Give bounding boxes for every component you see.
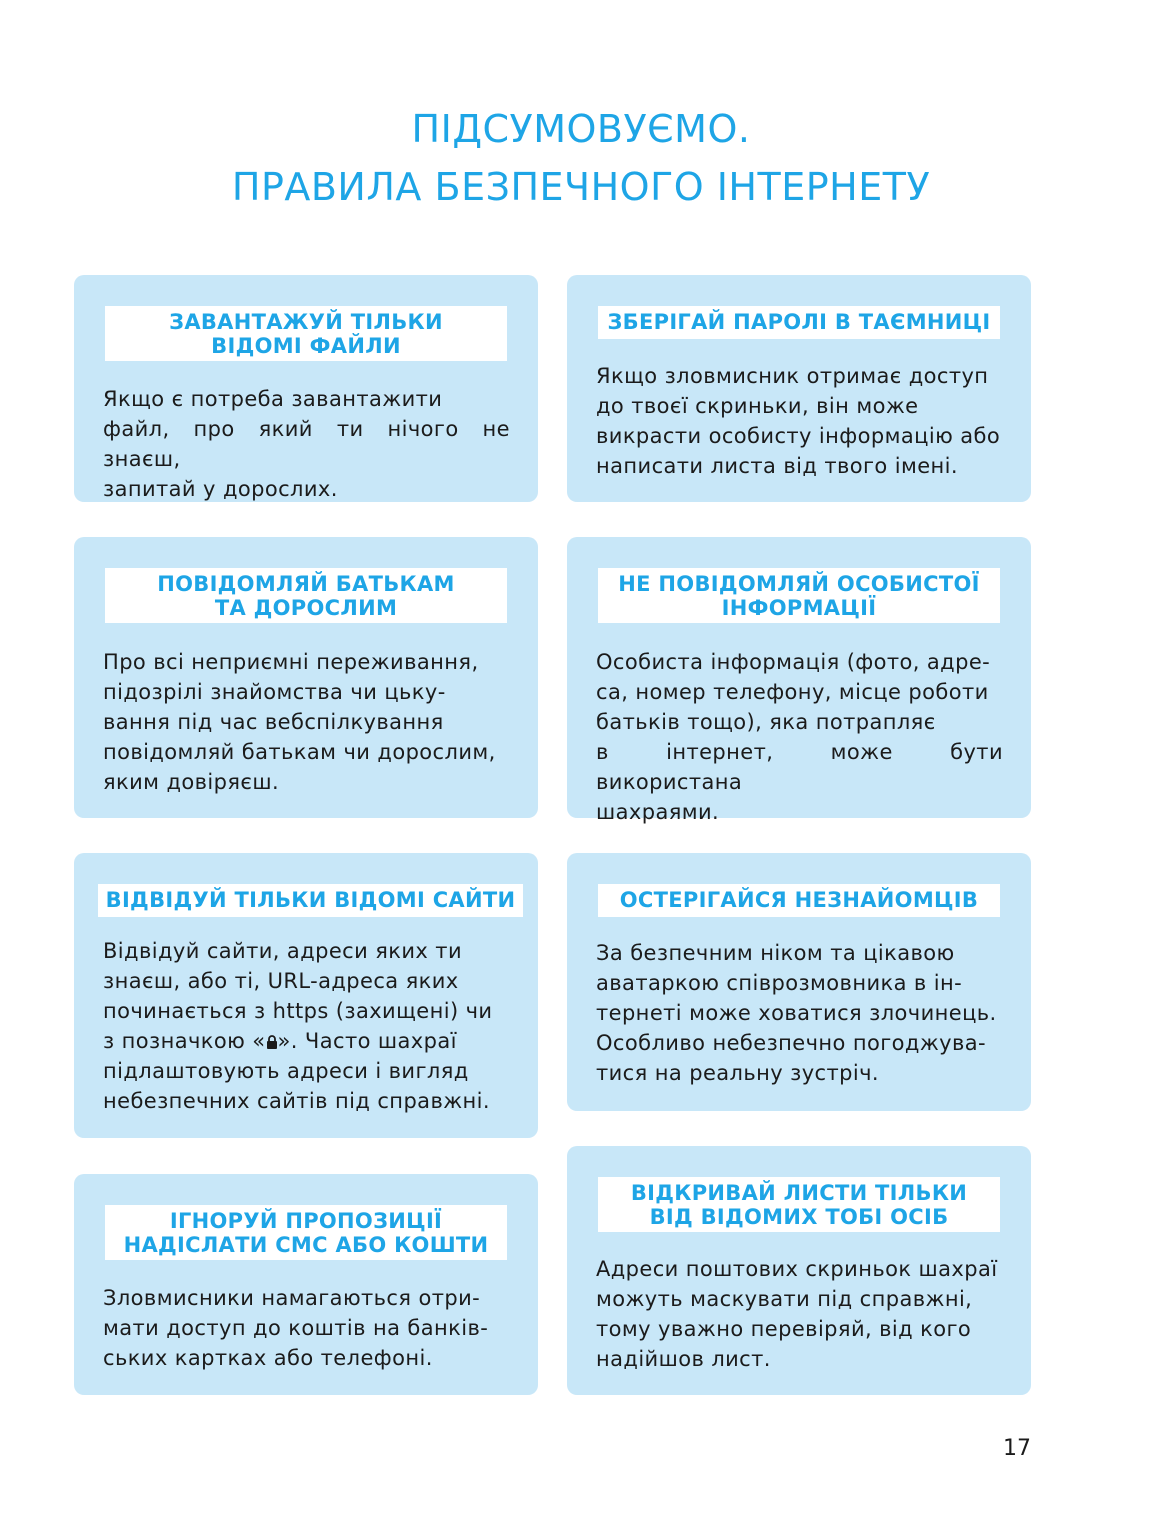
rule-card-tell-parents xyxy=(74,537,538,818)
page-title-line-2: ПРАВИЛА БЕЗПЕЧНОГО ІНТЕРНЕТУ xyxy=(231,165,931,209)
rule-description: Особиста інформація (фото, адре- са, номер телефону, місце роботи батьків тощо), яка потрапляє в інтернет, може бути використана шахраями. xyxy=(596,650,1003,824)
rule-heading: ОСТЕРІГАЙСЯ НЕЗНАЙОМЦІВ xyxy=(598,884,1000,917)
rule-description: Адреси поштових скриньок шахраї можуть маскувати під справжні, тому уважно перевіряй, від кого надійшов лист. xyxy=(596,1257,998,1371)
page-title-line-1: ПІДСУМОВУЄМО. xyxy=(411,107,751,151)
rule-card-download-files xyxy=(74,275,538,502)
rule-description: Якщо зловмисник отримає доступ до твоєї скриньки, він може викрасти особисту інформацію або написати листа від твого імені. xyxy=(596,364,1001,478)
rule-heading: ІГНОРУЙ ПРОПОЗИЦІЇ НАДІСЛАТИ СМС АБО КОШТИ xyxy=(105,1205,507,1260)
rule-description: За безпечним ніком та цікавою аватаркою співрозмовника в ін- тернеті може ховатися злочинець. Особливо небезпечно погоджува- тися на реальну зустріч. xyxy=(596,941,997,1085)
rule-heading: ЗАВАНТАЖУЙ ТІЛЬКИ ВІДОМІ ФАЙЛИ xyxy=(105,306,507,361)
rule-card-personal-info xyxy=(567,537,1031,824)
rule-heading: ВІДКРИВАЙ ЛИСТИ ТІЛЬКИ ВІД ВІДОМИХ ТОБІ ОСІБ xyxy=(598,1177,1000,1232)
lock-line: з позначкою « ». Часто шахраї xyxy=(103,1029,457,1053)
rule-card-known-sites xyxy=(74,853,538,1138)
rule-card-sms-money xyxy=(74,1174,538,1395)
rule-description: Про всі неприємні переживання, підозрілі знайомства чи цьку- вання під час вебспілкування повідомляй батькам чи дорослим, яким довіряєш. xyxy=(103,650,496,794)
rule-description: Відвідуй сайти, адреси яких ти знаєш, або ті, URL-адреса яких починається з https (захищені) чи з позначкою « ». Часто шахраї підлаштовують адреси і вигляд небезпечних сайтів під справжні. xyxy=(103,936,510,1116)
rule-card-strangers xyxy=(567,853,1031,1111)
rule-description: Зловмисники намагаються отри- мати доступ до коштів на банків- ських картках або телефоні. xyxy=(103,1286,489,1370)
page-number: 17 xyxy=(1003,1436,1031,1461)
page-title xyxy=(0,100,1162,216)
rule-card-letters xyxy=(567,1146,1031,1395)
rule-heading: НЕ ПОВІДОМЛЯЙ ОСОБИСТОЇ ІНФОРМАЦІЇ xyxy=(598,568,1000,623)
rule-description: Якщо є потреба завантажити файл, про який ти нічого не знаєш, запитай у дорослих. xyxy=(103,387,510,501)
lock-icon xyxy=(266,1035,278,1049)
rule-card-passwords xyxy=(567,275,1031,502)
rule-heading: ВІДВІДУЙ ТІЛЬКИ ВІДОМІ САЙТИ xyxy=(98,884,523,917)
rule-heading: ПОВІДОМЛЯЙ БАТЬКАМ ТА ДОРОСЛИМ xyxy=(105,568,507,623)
rule-heading: ЗБЕРІГАЙ ПАРОЛІ В ТАЄМНИЦІ xyxy=(598,306,1000,339)
